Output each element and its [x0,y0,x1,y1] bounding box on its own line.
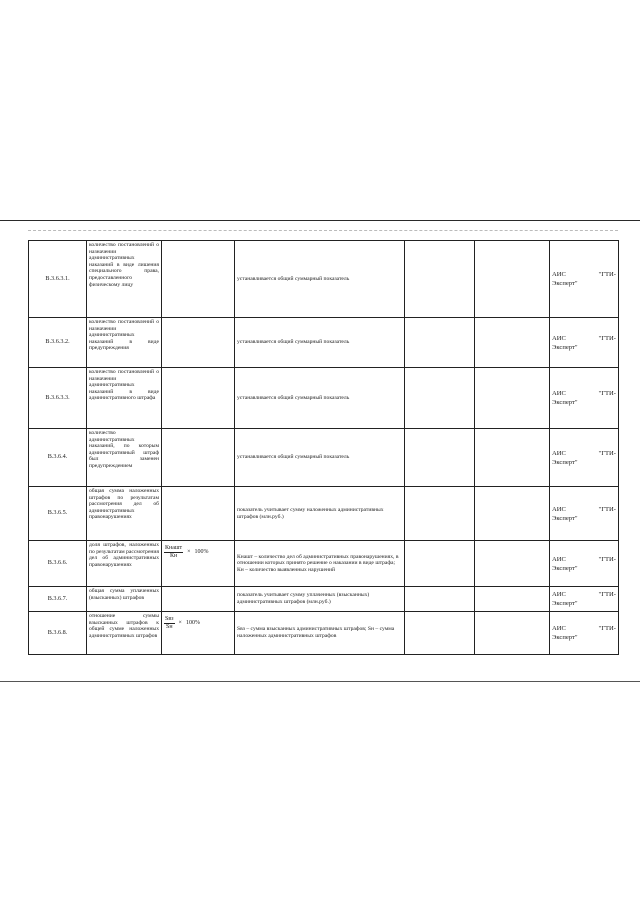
empty-cell [405,368,475,429]
indicator-name: доля штрафов, наложенных по результатам рассмотрения дел об административных правонарушениях [87,541,162,587]
data-source-name-end: Эксперт" [552,634,578,641]
data-source-name-part: "ГТИ- [598,449,616,457]
table-row [29,612,619,655]
empty-cell [405,612,475,655]
empty-cell [405,318,475,368]
indicator-description: устанавливается общий суммарный показатель [235,368,405,429]
indicator-name: общая сумма наложенных штрафов по результатам рассмотрения дел об административных правонарушениях [87,487,162,541]
indicator-code: В.3.6.4. [29,429,87,487]
data-source-system: АИС [552,334,566,342]
formula-factor: 100% [194,548,209,555]
empty-cell [475,541,550,587]
formula-cell [162,318,235,368]
data-source-system: АИС [552,390,566,397]
empty-cell [475,487,550,541]
indicator-description: Sвз – сумма взысканных административных штрафов; Sн – сумма наложенных административных штрафов [235,612,405,655]
data-source-name-end: Эксперт" [552,399,578,406]
indicator-description: устанавливается общий суммарный показатель [235,318,405,368]
formula-operator: × [187,548,191,555]
table-row [29,587,619,612]
formula-denominator: Sн [165,623,173,630]
formula-cell [162,487,235,541]
formula-cell [162,612,235,655]
data-source-line [552,624,616,633]
table-row [29,429,619,487]
data-source-system: АИС [552,271,566,278]
formula-denominator: Кн [169,552,178,559]
formula-cell [162,368,235,429]
header-row-remnant [28,230,618,232]
data-source-line [552,555,616,564]
data-source-name-end: Эксперт" [552,458,578,466]
formula-fraction [164,616,175,630]
empty-cell [405,241,475,318]
data-source-name-part: "ГТИ- [598,591,616,598]
data-source-line [552,449,616,458]
empty-cell [405,487,475,541]
indicator-description: Кнашт – количество дел об административных правонарушениях, в отношении которых принято решение о наказании в виде штрафа; Кн – количество выявленных нарушений [235,541,405,587]
formula [164,545,232,559]
table-row [29,318,619,368]
formula-cell [162,541,235,587]
data-source-name-part: "ГТИ- [598,390,616,397]
data-source-line [552,590,616,599]
indicator-code: В.3.6.8. [29,612,87,655]
data-source-cell [550,612,619,655]
empty-cell [475,587,550,612]
data-source-line [552,505,616,514]
data-source-name-end: Эксперт" [552,600,578,607]
data-source-cell [550,368,619,429]
indicator-name: количество постановлений о назначении административных наказаний в виде административного штрафа [87,368,162,429]
data-source-name-end: Эксперт" [552,564,578,572]
data-source-cell [550,541,619,587]
formula [164,616,232,630]
indicator-code: В.3.6.7. [29,587,87,612]
indicator-name: количество административных наказаний, по которым административный штраф был заменен предупреждением [87,429,162,487]
table-row [29,368,619,429]
table-row [29,541,619,587]
indicator-description: устанавливается общий суммарный показатель [235,241,405,318]
formula-numerator: Кнашт [165,545,183,551]
data-source-name-part: "ГТИ- [598,625,616,632]
scan-edge-bottom [0,681,640,682]
indicator-name: отношение суммы взысканных штрафов к общей сумме наложенных административных штрафов [87,612,162,655]
data-source-system: АИС [552,505,566,513]
data-source-name-part: "ГТИ- [598,555,616,563]
indicator-code: В.3.6.5. [29,487,87,541]
data-source-cell [550,241,619,318]
empty-cell [475,241,550,318]
formula-numerator: Sвз [165,616,174,622]
empty-cell [475,612,550,655]
indicator-code: В.3.6.3.3. [29,368,87,429]
empty-cell [475,318,550,368]
data-source-line [552,270,616,279]
data-source-name-part: "ГТИ- [598,271,616,278]
data-source-name-end: Эксперт" [552,343,578,351]
formula-factor: 100% [185,619,200,626]
data-source-cell [550,587,619,612]
indicators-table-body [29,241,619,655]
data-source-system: АИС [552,449,566,457]
data-source-line [552,334,616,343]
data-source-system: АИС [552,625,566,632]
empty-cell [475,368,550,429]
data-source-name-part: "ГТИ- [598,505,616,513]
indicator-description: показатель учитывает сумму уплаченных (взысканных) административных штрафов (млн.руб.) [235,587,405,612]
data-source-line [552,389,616,398]
data-source-cell [550,429,619,487]
indicator-code: В.3.6.6. [29,541,87,587]
data-source-system: АИС [552,591,566,598]
formula-cell [162,587,235,612]
formula-fraction [164,545,183,559]
indicator-code: В.3.6.3.2. [29,318,87,368]
empty-cell [475,429,550,487]
indicator-name: количество постановлений о назначении административных наказаний в виде лишения специального права, предоставленного физическому лицу [87,241,162,318]
indicators-table [28,240,619,655]
formula-cell [162,429,235,487]
indicator-description: показатель учитывает сумму наложенных административных штрафов (млн.руб.) [235,487,405,541]
indicator-code: В.3.6.3.1. [29,241,87,318]
formula-cell [162,241,235,318]
empty-cell [405,429,475,487]
indicator-name: общая сумма уплаченных (взысканных) штрафов [87,587,162,612]
data-source-name-end: Эксперт" [552,280,578,287]
data-source-name-end: Эксперт" [552,514,578,522]
empty-cell [405,587,475,612]
table-row [29,487,619,541]
formula-operator: × [178,619,182,626]
data-source-name-part: "ГТИ- [598,334,616,342]
empty-cell [405,541,475,587]
table-row [29,241,619,318]
scan-edge-top [0,220,640,221]
indicator-name: количество постановлений о назначении административных наказаний в виде предупреждения [87,318,162,368]
data-source-system: АИС [552,555,566,563]
data-source-cell [550,487,619,541]
indicator-description: устанавливается общий суммарный показатель [235,429,405,487]
data-source-cell [550,318,619,368]
